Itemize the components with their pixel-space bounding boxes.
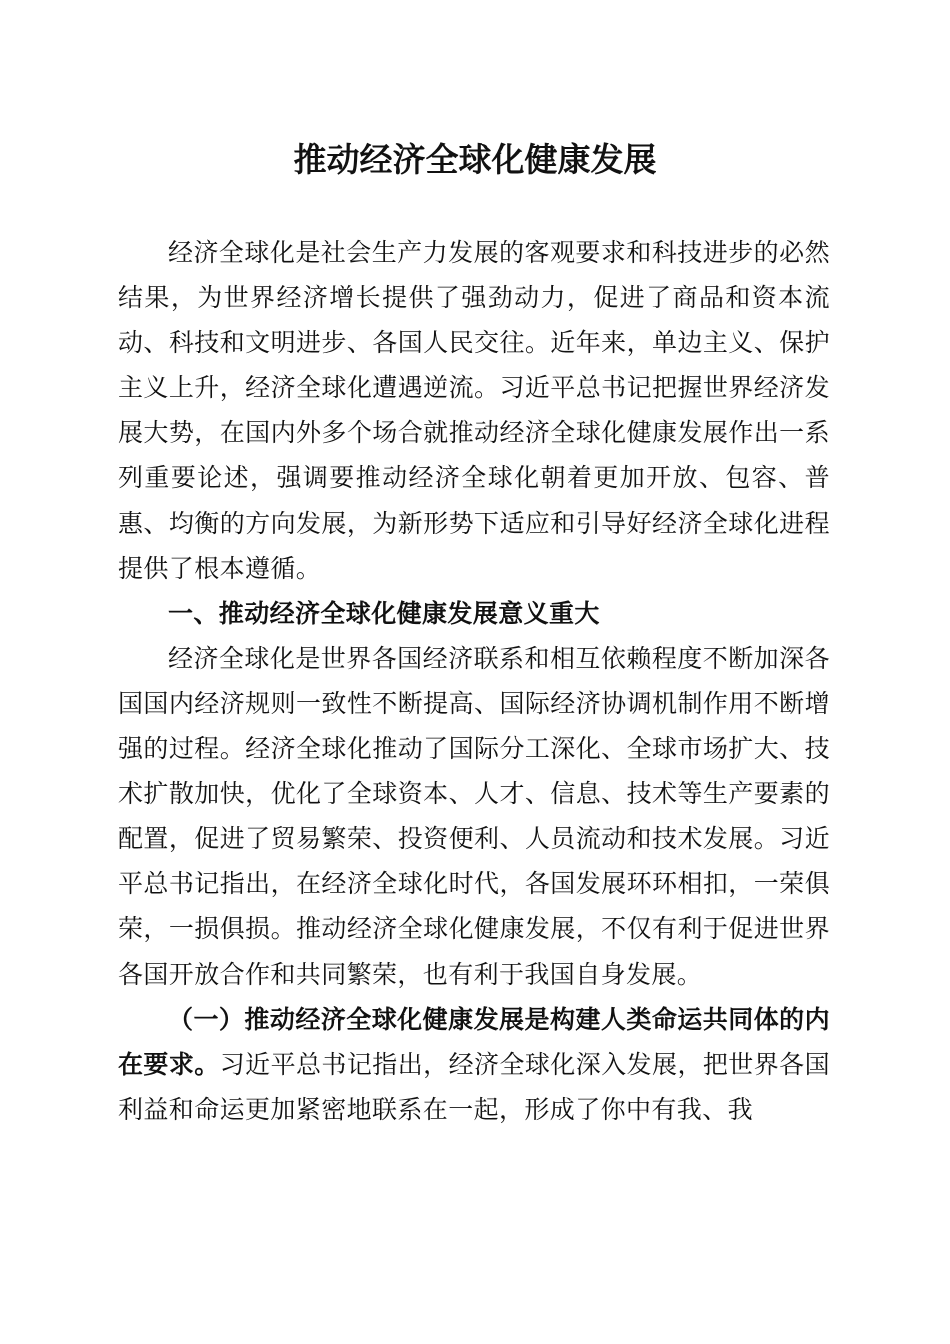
subsection-1-lead: （一）推动经济全球化健康发展是构建人类命运共同体的内在要求。: [118, 1004, 830, 1079]
intro-paragraph: 经济全球化是社会生产力发展的客观要求和科技进步的必然结果，为世界经济增长提供了强劲动力，促进了商品和资本流动、科技和文明进步、各国人民交往。近年来，单边主义、保护主义上升，经济全球化遭遇逆流。习近平总书记把握世界经济发展大势，在国内外多个场合就推动经济全球化健康发展作出一系列重要论述，强调要推动经济全球化朝着更加开放、包容、普惠、均衡的方向发展，为新形势下适应和引导好经济全球化进程提供了根本遵循。: [118, 238, 830, 583]
document-title: 推动经济全球化健康发展: [293, 140, 657, 179]
document-body: [118, 230, 830, 1132]
subsection-1-paragraph: [118, 997, 830, 1132]
section-heading-1: 一、推动经济全球化健康发展意义重大: [168, 598, 600, 628]
section-1-paragraph: 经济全球化是世界各国经济联系和相互依赖程度不断加深各国国内经济规则一致性不断提高、国际经济协调机制作用不断增强的过程。经济全球化推动了国际分工深化、全球市场扩大、技术扩散加快，优化了全球资本、人才、信息、技术等生产要素的配置，促进了贸易繁荣、投资便利、人员流动和技术发展。习近平总书记指出，在经济全球化时代，各国发展环环相扣，一荣俱荣，一损俱损。推动经济全球化健康发展，不仅有利于促进世界各国开放合作和共同繁荣，也有利于我国自身发展。: [118, 643, 830, 989]
subsection-1-text: 习近平总书记指出，经济全球化深入发展，把世界各国利益和命运更加紧密地联系在一起，形成了你中有我、我: [118, 1049, 830, 1124]
